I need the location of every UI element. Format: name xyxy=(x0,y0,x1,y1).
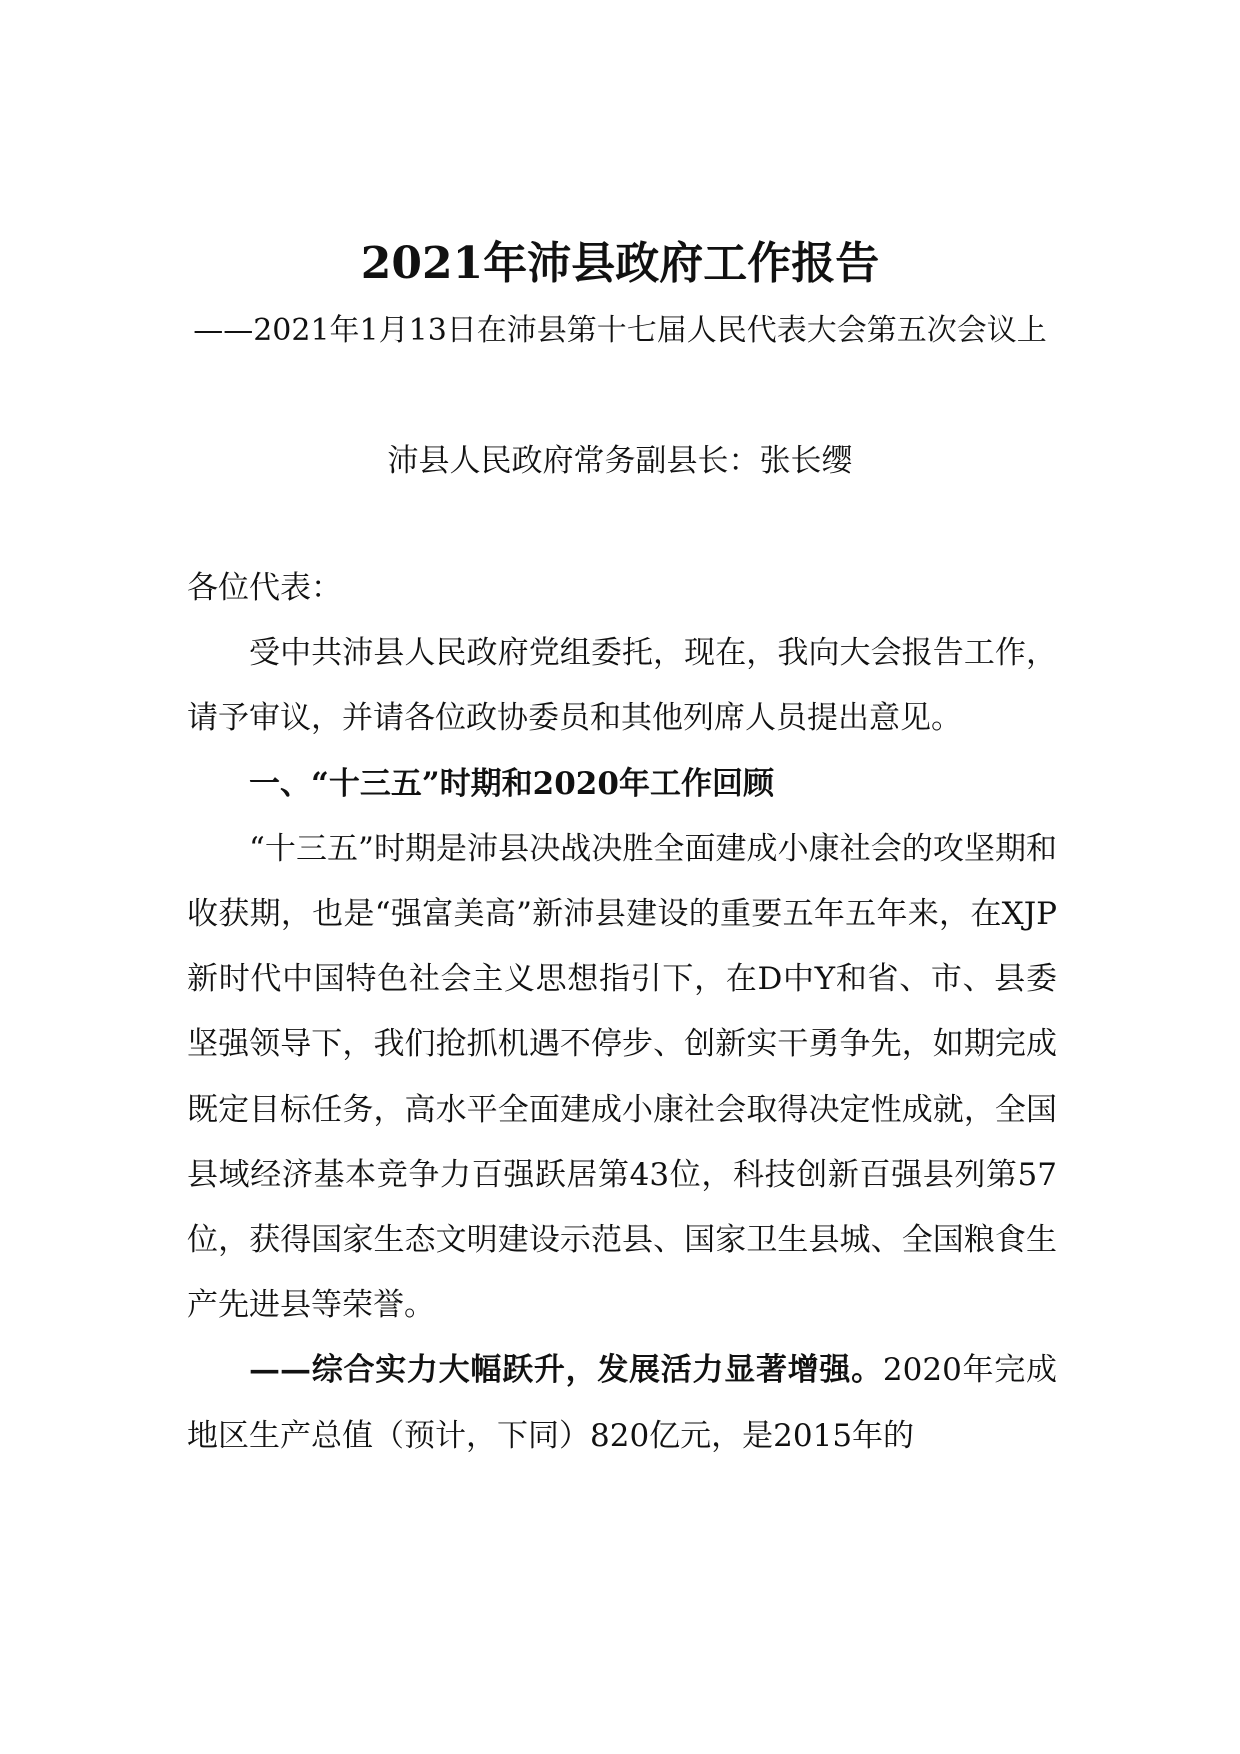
paragraph-lead: ——综合实力大幅跃升，发展活力显著增强。 xyxy=(249,1352,883,1389)
section-heading: 一、“十三五”时期和2020年工作回顾 xyxy=(249,765,774,802)
salutation: 各位代表： xyxy=(187,570,342,606)
document-subtitle: ——2021年1月13日在沛县第十七届人民代表大会第五次会议上 xyxy=(193,313,1047,348)
paragraph-economy xyxy=(187,1338,1057,1468)
document-title: 2021年沛县政府工作报告 xyxy=(360,238,880,289)
paragraph-text: 2020年完成地区生产总值（预计，下同）820亿元，是2015年的 xyxy=(187,1352,1057,1454)
document-body xyxy=(187,556,1057,1469)
paragraph-intro: 受中共沛县人民政府党组委托，现在，我向大会报告工作，请予审议，并请各位政协委员和其他列席人员提出意见。 xyxy=(187,635,1057,737)
document-author: 沛县人民政府常务副县长：张长缨 xyxy=(387,443,853,479)
paragraph-review: “十三五”时期是沛县决战决胜全面建成小康社会的攻坚期和收获期，也是“强富美高”新沛县建设的重要五年五年来，在XJP新时代中国特色社会主义思想指引下，在D中Y和省、市、县委坚强领导下，我们抢抓机遇不停步、创新实干勇争先，如期完成既定目标任务，高水平全面建成小康社会取得决定性成就，全国县域经济基本竞争力百强跃居第43位，科技创新百强县列第57位，获得国家生态文明建设示范县、国家卫生县城、全国粮食生产先进县等荣誉。 xyxy=(187,830,1057,1324)
